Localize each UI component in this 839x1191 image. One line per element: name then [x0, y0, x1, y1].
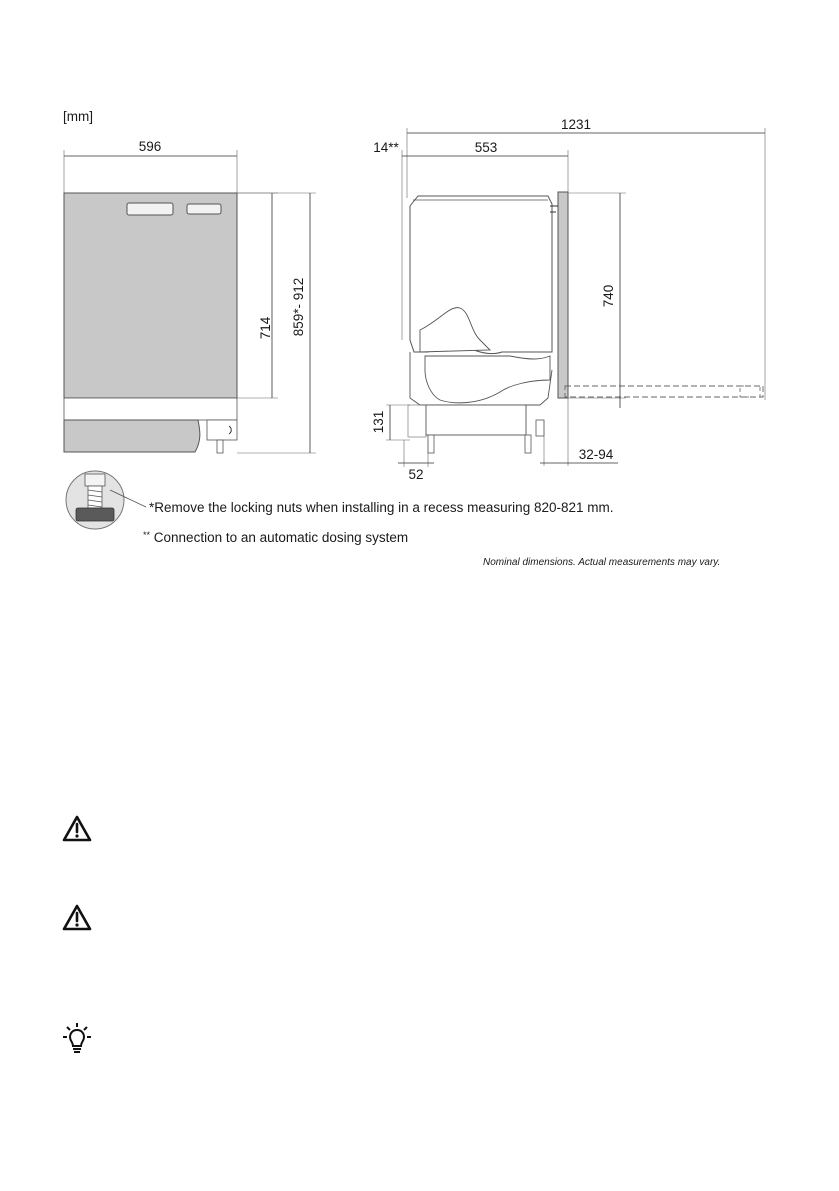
plinth-height-label: 131: [371, 410, 386, 434]
open-door-outline: [565, 386, 763, 397]
plinth-panel: [64, 420, 200, 452]
control-panel-button: [187, 204, 221, 214]
disclaimer: Nominal dimensions. Actual measurements may vary.: [483, 557, 721, 568]
front-height-label: 714: [258, 316, 273, 340]
locking-nuts-value: 820-821 mm.: [533, 500, 614, 515]
adjustable-foot: [217, 440, 223, 453]
total-depth-label: 1231: [560, 117, 592, 132]
door-gap-label: 32-94: [578, 447, 614, 462]
dosing-note: [143, 530, 408, 545]
warning-icon: [62, 904, 92, 937]
front-view: [64, 139, 316, 453]
door-side: [558, 192, 568, 398]
plinth-offset-label: 52: [408, 467, 424, 482]
unit-label: [mm]: [63, 109, 93, 124]
control-panel-display: [127, 203, 173, 215]
offset-label: 14**: [373, 140, 399, 155]
locking-nuts-text: *Remove the locking nuts when installing in a recess measuring: [149, 500, 531, 515]
front-width-label: 596: [138, 139, 162, 154]
front-height-range-label: 859*- 912: [291, 277, 306, 337]
lightbulb-icon: [62, 1022, 92, 1059]
locking-nuts-note: [149, 500, 614, 515]
dosing-text: Connection to an automatic dosing system: [153, 530, 409, 545]
side-height-label: 740: [601, 284, 616, 308]
locking-nut-detail: [66, 471, 146, 529]
depth-label: 553: [474, 140, 498, 155]
warning-icon: [62, 815, 92, 848]
side-view: [371, 117, 765, 482]
dosing-mark: **: [143, 530, 151, 540]
